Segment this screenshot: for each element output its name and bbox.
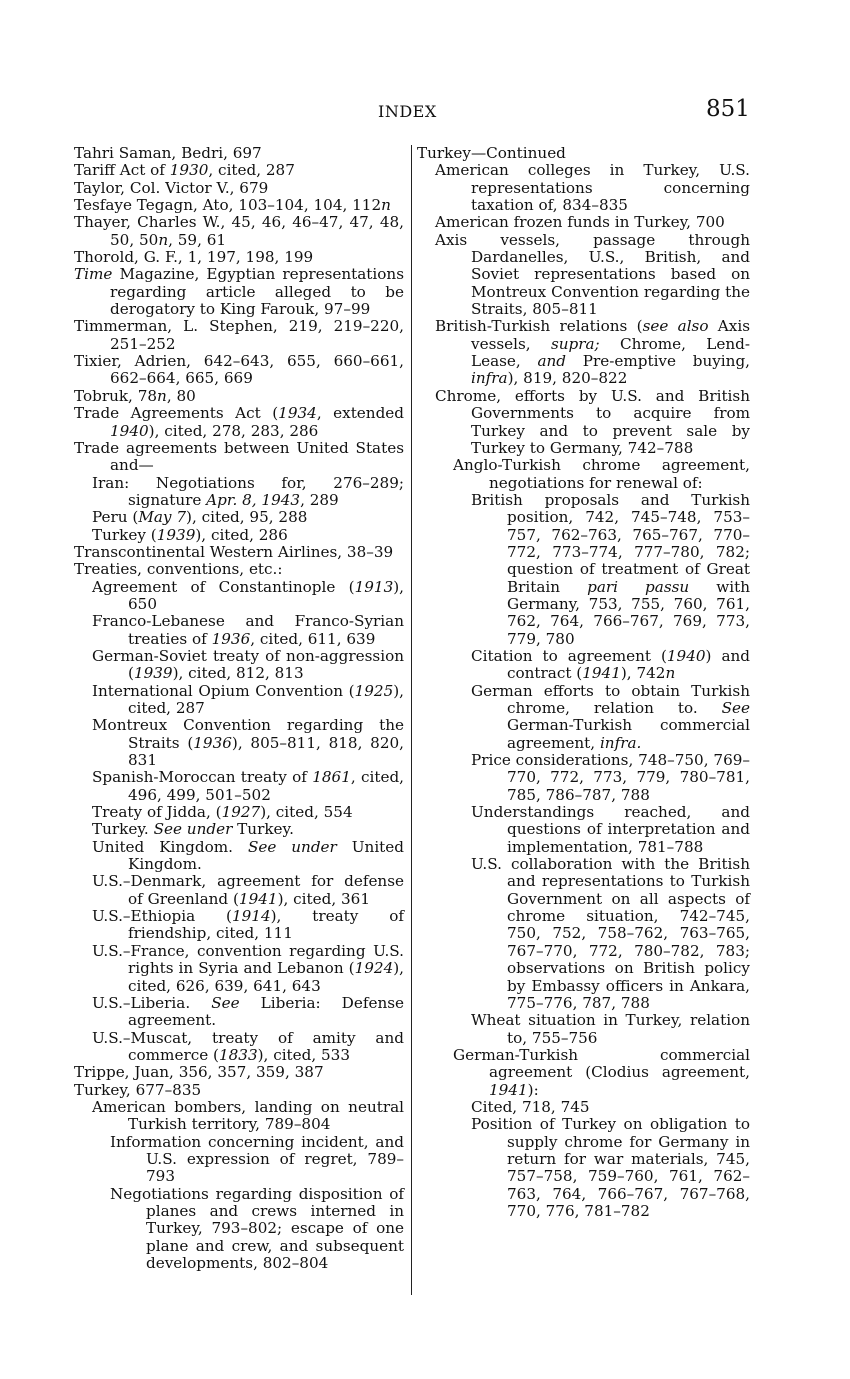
index-entry: German efforts to obtain Turkish chrome, relation to. See German-Turkish commercial agreement, infra. [471, 681, 750, 752]
index-entry: Citation to agreement (1940) and contract (1941), 742n [471, 646, 750, 683]
index-entry: Treaties, conventions, etc.: [74, 560, 283, 579]
index-entry: Wheat situation in Turkey, relation to, 755–756 [471, 1011, 750, 1047]
index-entry: Tahri Saman, Bedri, 697 [74, 144, 262, 162]
index-entry: Peru (May 7), cited, 95, 288 [92, 508, 308, 527]
index-entry: American bombers, landing on neutral Turkish territory, 789–804 [92, 1097, 404, 1134]
index-entry: Trippe, Juan, 356, 357, 359, 387 [74, 1063, 324, 1082]
index-entry: Tixier, Adrien, 642–643, 655, 660–661, 662–664, 665, 669 [74, 352, 404, 388]
index-column-left [74, 145, 404, 1272]
index-entry: Position of Turkey on obligation to supply chrome for Germany in return for war materials, 745, 757–758, 759–760, 761, 762–763, 764, 766–767, 767–768, 770, 776, 781–782 [471, 1115, 750, 1220]
index-entry: Thorold, G. F., 1, 197, 198, 199 [74, 248, 314, 267]
page-header [0, 96, 850, 126]
index-entry: Montreux Convention regarding the Straits (1936), 805–811, 818, 820, 831 [92, 716, 404, 770]
index-entry: British proposals and Turkish position, 742, 745–748, 753–757, 762–763, 765–767, 770–772, 773–774, 777–780, 782; question of treatment of Great Britain pari passu with Germany, 753, 755, 760, 761, 762, 764, 766–767, 769, 773, 779, 780 [471, 490, 751, 648]
index-entry: German-Soviet treaty of non-aggression (1939), cited, 812, 813 [92, 646, 404, 683]
index-entry: U.S.–Ethiopia (1914), treaty of friendship, cited, 111 [92, 907, 405, 943]
index-entry: Treaty of Jidda, (1927), cited, 554 [92, 803, 353, 822]
index-entry: Turkey—Continued [417, 144, 566, 162]
index-entry: Understandings reached, and questions of interpretation and implementation, 781–788 [471, 803, 750, 856]
index-entry: Thayer, Charles W., 45, 46, 46–47, 47, 48, 50, 50n, 59, 61 [74, 213, 404, 249]
index-entry: U.S. collaboration with the British and representations to Turkish Government on all aspects of chrome situation, 742–745, 750, 752, 758–762, 763–765, 767–770, 772, 780–782, 783; observations on British policy by Embassy officers in Ankara, 775–776, 787, 788 [471, 855, 750, 1012]
index-entry: Negotiations regarding disposition of planes and crews interned in Turkey, 793–802; escape of one plane and crew, and subsequent developments, 802–804 [110, 1184, 404, 1272]
index-entry: Price considerations, 748–750, 769–770, 772, 773, 779, 780–781, 785, 786–787, 788 [471, 751, 750, 804]
index-column-right [417, 145, 750, 1220]
index-entry: Cited, 718, 745 [471, 1097, 590, 1116]
index-entry: Anglo-Turkish chrome agreement, negotiations for renewal of: [453, 456, 750, 492]
index-entry: U.S.–Muscat, treaty of amity and commerce (1833), cited, 533 [92, 1028, 404, 1064]
index-entry: Transcontinental Western Airlines, 38–39 [74, 542, 394, 561]
index-entry: Trade agreements between United States and— [74, 438, 404, 475]
index-entry: Taylor, Col. Victor V., 679 [74, 178, 269, 197]
index-entry: American frozen funds in Turkey, 700 [435, 213, 725, 232]
page-number: 851 [706, 96, 750, 122]
index-entry: Agreement of Constantinople (1913), 650 [92, 577, 404, 613]
index-entry: German-Turkish commercial agreement (Clodius agreement, 1941): [453, 1045, 750, 1099]
index-entry: Chrome, efforts by U.S. and British Governments to acquire from Turkey and to prevent sale by Turkey to Germany, 742–788 [435, 386, 750, 457]
index-entry: Turkey (1939), cited, 286 [92, 525, 288, 544]
index-entry: Turkey. See under Turkey. [92, 820, 294, 839]
index-entry: Timmerman, L. Stephen, 219, 219–220, 251–252 [74, 317, 404, 353]
index-entry: Franco-Lebanese and Franco-Syrian treaties of 1936, cited, 611, 639 [92, 612, 404, 648]
index-entry: British-Turkish relations (see also Axis vessels, supra; Chrome, Lend-Lease, and Pre-emptive buying, infra), 819, 820–822 [435, 317, 751, 388]
index-entry: Time Magazine, Egyptian representations regarding article alleged to be derogatory to King Farouk, 97–99 [74, 265, 404, 319]
index-entry: Iran: Negotiations for, 276–289; signature Apr. 8, 1943, 289 [92, 473, 404, 509]
running-title: INDEX [378, 102, 437, 121]
index-entry: U.S.–Liberia. See Liberia: Defense agreement. [92, 993, 405, 1030]
index-entry: U.S.–Denmark, agreement for defense of Greenland (1941), cited, 361 [92, 872, 404, 908]
index-entry: American colleges in Turkey, U.S. representations concerning taxation of, 834–835 [435, 161, 750, 215]
index-entry: Spanish-Moroccan treaty of 1861, cited, 496, 499, 501–502 [92, 768, 404, 804]
index-entry: Trade Agreements Act (1934, extended 1940), cited, 278, 283, 286 [74, 404, 404, 440]
index-entry: Axis vessels, passage through Dardanelles, U.S., British, and Soviet representations based on Montreux Convention regarding the Straits, 805–811 [435, 230, 750, 319]
index-entry: United Kingdom. See under United Kingdom. [92, 837, 404, 874]
index-entry: Tesfaye Tegagn, Ato, 103–104, 104, 112n [74, 196, 391, 215]
index-entry: Information concerning incident, and U.S. expression of regret, 789–793 [110, 1132, 404, 1186]
index-entry: U.S.–France, convention regarding U.S. rights in Syria and Lebanon (1924), cited, 626, 639, 641, 643 [92, 941, 404, 995]
column-divider [411, 145, 412, 1295]
index-entry: Turkey, 677–835 [74, 1080, 202, 1099]
index-entry: International Opium Convention (1925), cited, 287 [92, 681, 404, 717]
index-entry: Tobruk, 78n, 80 [74, 386, 196, 405]
index-entry: Tariff Act of 1930, cited, 287 [74, 161, 295, 180]
